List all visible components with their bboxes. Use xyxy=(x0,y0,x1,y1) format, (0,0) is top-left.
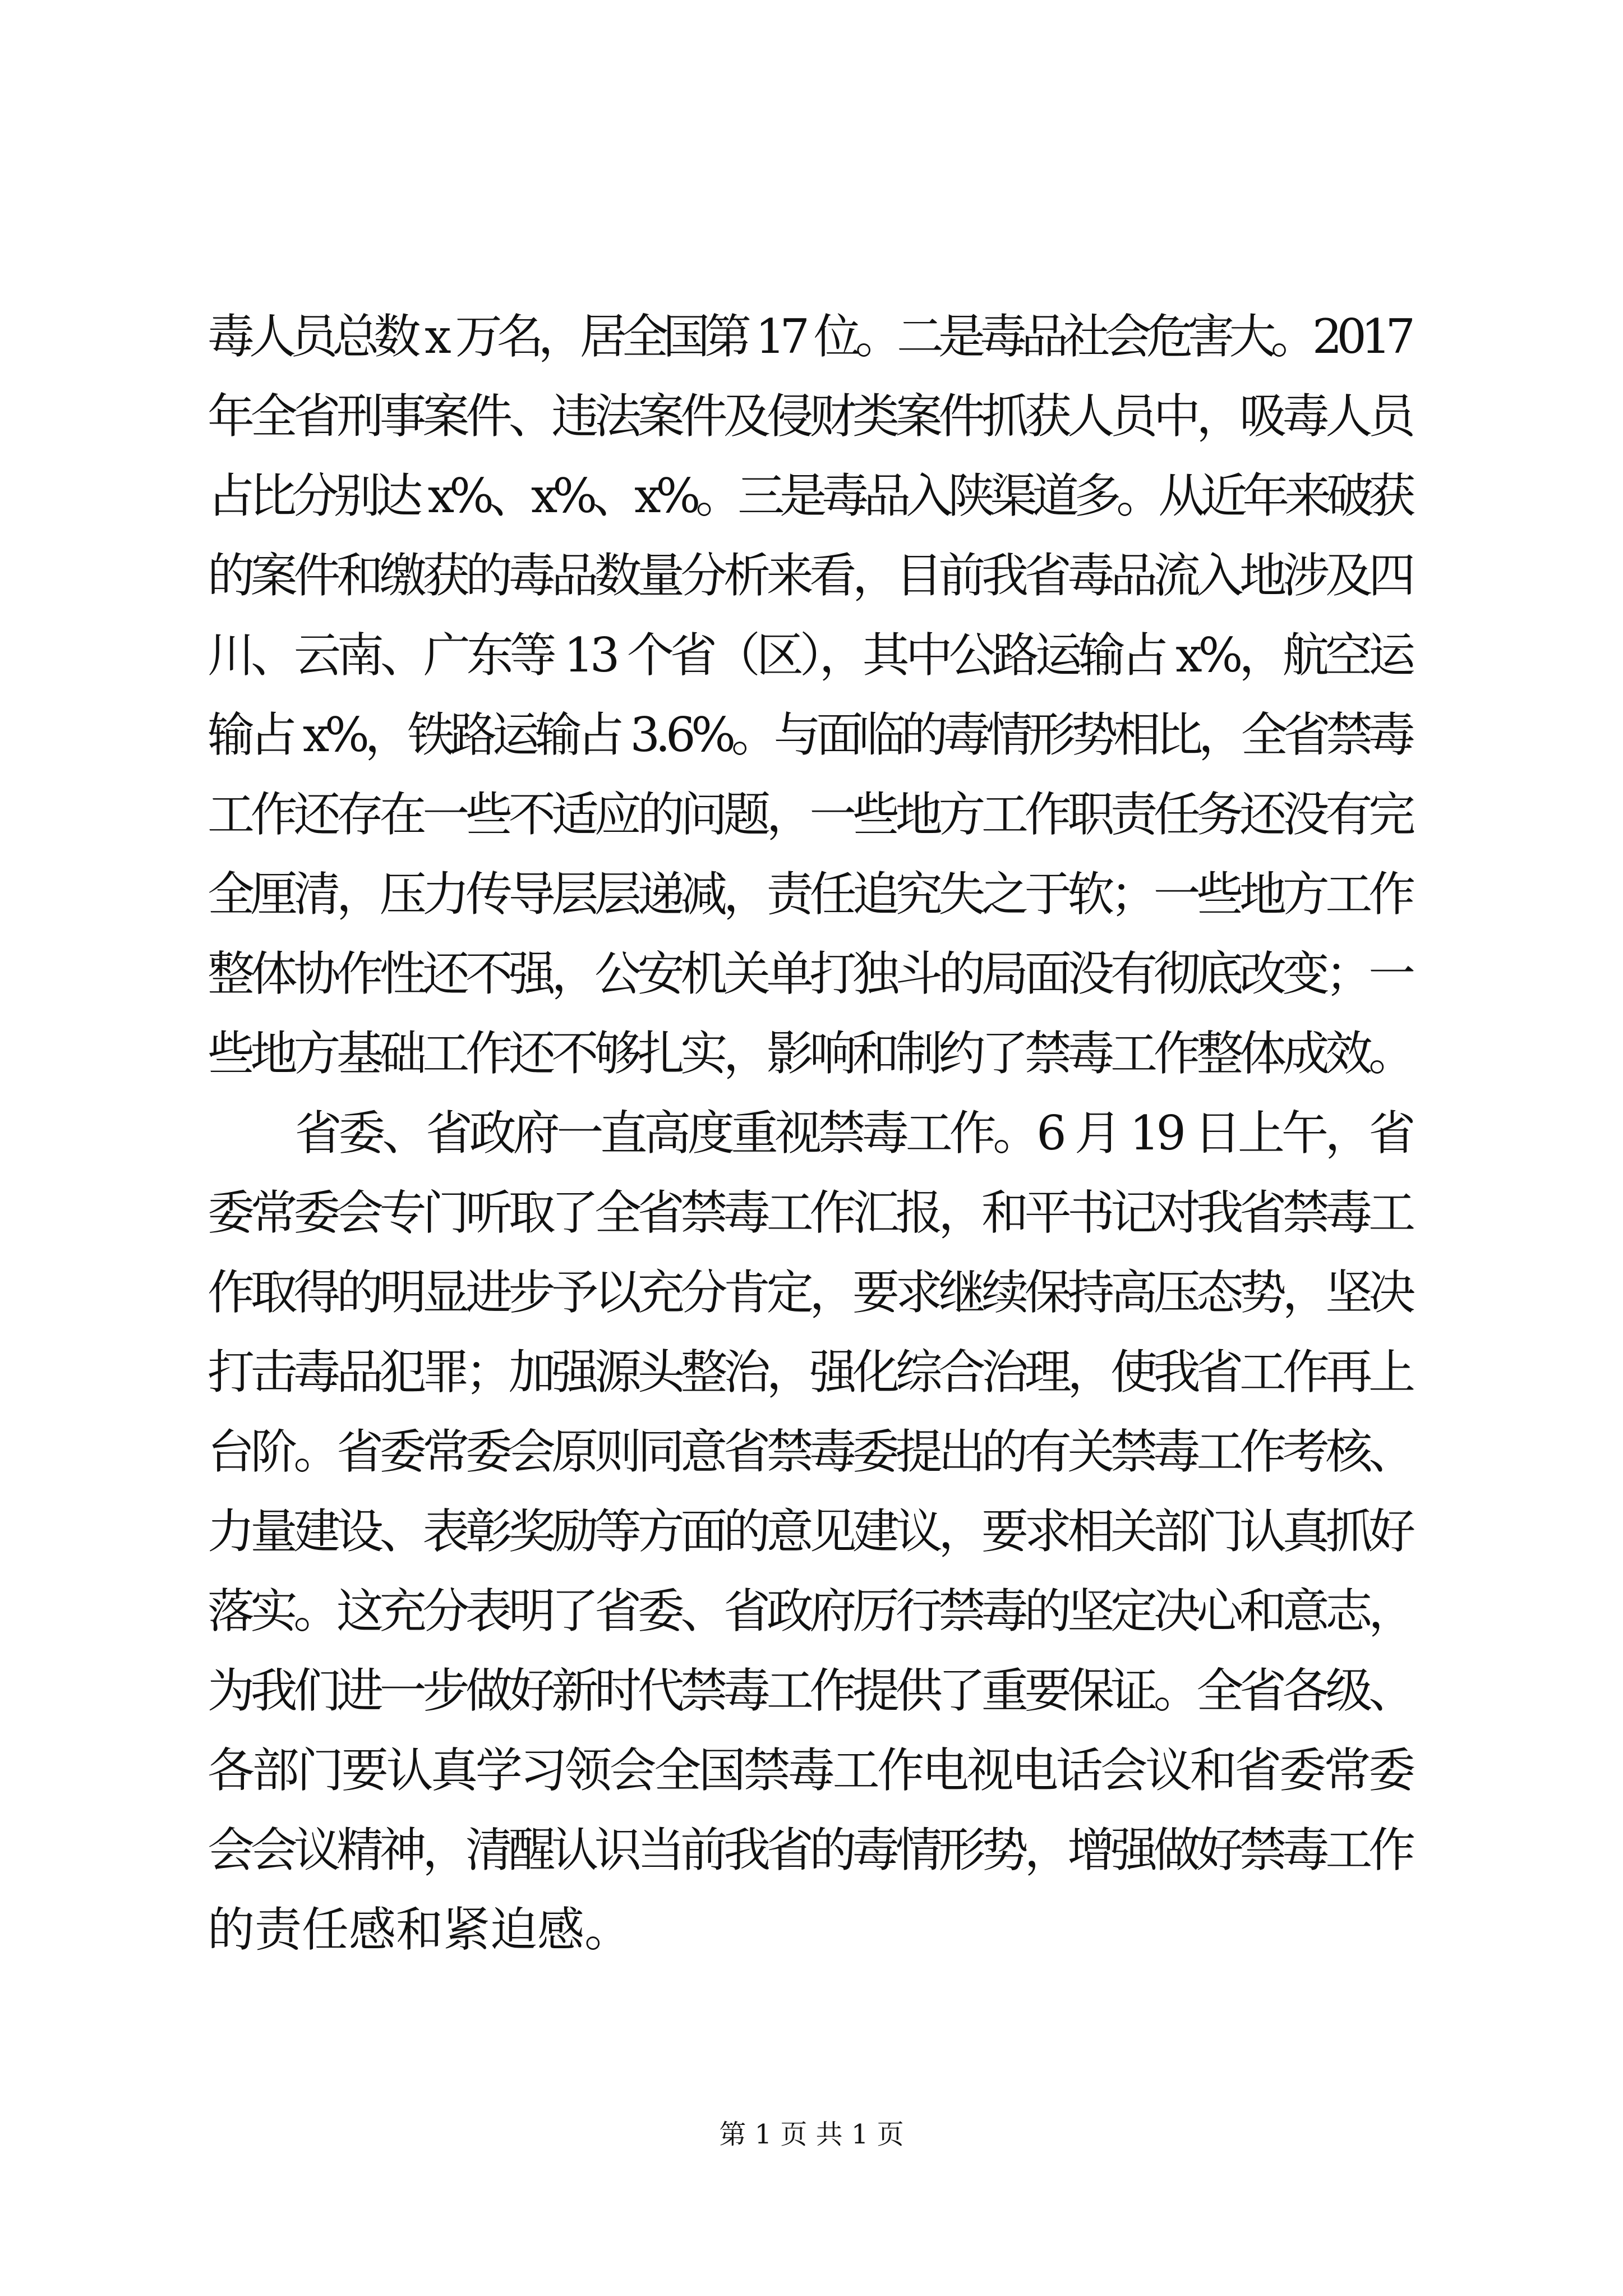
text-line: 的责任感和紧迫感。 xyxy=(208,1902,632,1957)
text-line: 作取得的明显进步予以充分肯定，要求继续保持高压态势，坚决 xyxy=(208,1265,1412,1320)
text-line: 打击毒品犯罪；加强源头整治，强化综合治理，使我省工作再上 xyxy=(208,1345,1412,1400)
paragraph-first-line: 省委、省政府一直高度重视禁毒工作。6 月 19 日上午，省 xyxy=(208,1106,1413,1161)
text-line: 毒人员总数 x 万名，居全国第 17 位。二是毒品社会危害大。2017 xyxy=(208,309,1410,364)
text-line: 川、云南、广东等 13 个省（区），其中公路运输占 x%，航空运 xyxy=(208,628,1412,683)
text-line: 工作还存在一些不适应的问题，一些地方工作职责任务还没有完 xyxy=(208,787,1412,842)
text-line: 全厘清，压力传导层层递减，责任追究失之于软；一些地方工作 xyxy=(208,867,1412,922)
text-line: 年全省刑事案件、违法案件及侵财类案件抓获人员中，吸毒人员 xyxy=(208,389,1412,444)
text-line: 委常委会专门听取了全省禁毒工作汇报，和平书记对我省禁毒工 xyxy=(208,1185,1412,1240)
text-line: 为我们进一步做好新时代禁毒工作提供了重要保证。全省各级、 xyxy=(208,1663,1412,1718)
text-line: 些地方基础工作还不够扎实，影响和制约了禁毒工作整体成效。 xyxy=(208,1026,1412,1081)
text-line: 落实。这充分表明了省委、省政府厉行禁毒的坚定决心和意志， xyxy=(208,1584,1412,1639)
text-line: 输占 x%，铁路运输占 3.6%。与面临的毒情形势相比，全省禁毒 xyxy=(208,707,1411,762)
text-line: 会会议精神，清醒认识当前我省的毒情形势，增强做好禁毒工作 xyxy=(208,1823,1412,1878)
text-line: 整体协作性还不强，公安机关单打独斗的局面没有彻底改变；一 xyxy=(208,946,1412,1001)
text-line: 的案件和缴获的毒品数量分析来看，目前我省毒品流入地涉及四 xyxy=(208,548,1412,603)
text-line: 各部门要认真学习领会全国禁毒工作电视电话会议和省委常委 xyxy=(208,1743,1413,1798)
text-line: 占比分别达 x%、x%、x%。三是毒品入陕渠道多。从近年来破获 xyxy=(208,468,1411,523)
page-footer: 第 1 页 共 1 页 xyxy=(719,2119,904,2150)
text-line: 力量建设、表彰奖励等方面的意见建议，要求相关部门认真抓好 xyxy=(208,1504,1412,1559)
text-line: 台阶。省委常委会原则同意省禁毒委提出的有关禁毒工作考核、 xyxy=(208,1424,1412,1479)
